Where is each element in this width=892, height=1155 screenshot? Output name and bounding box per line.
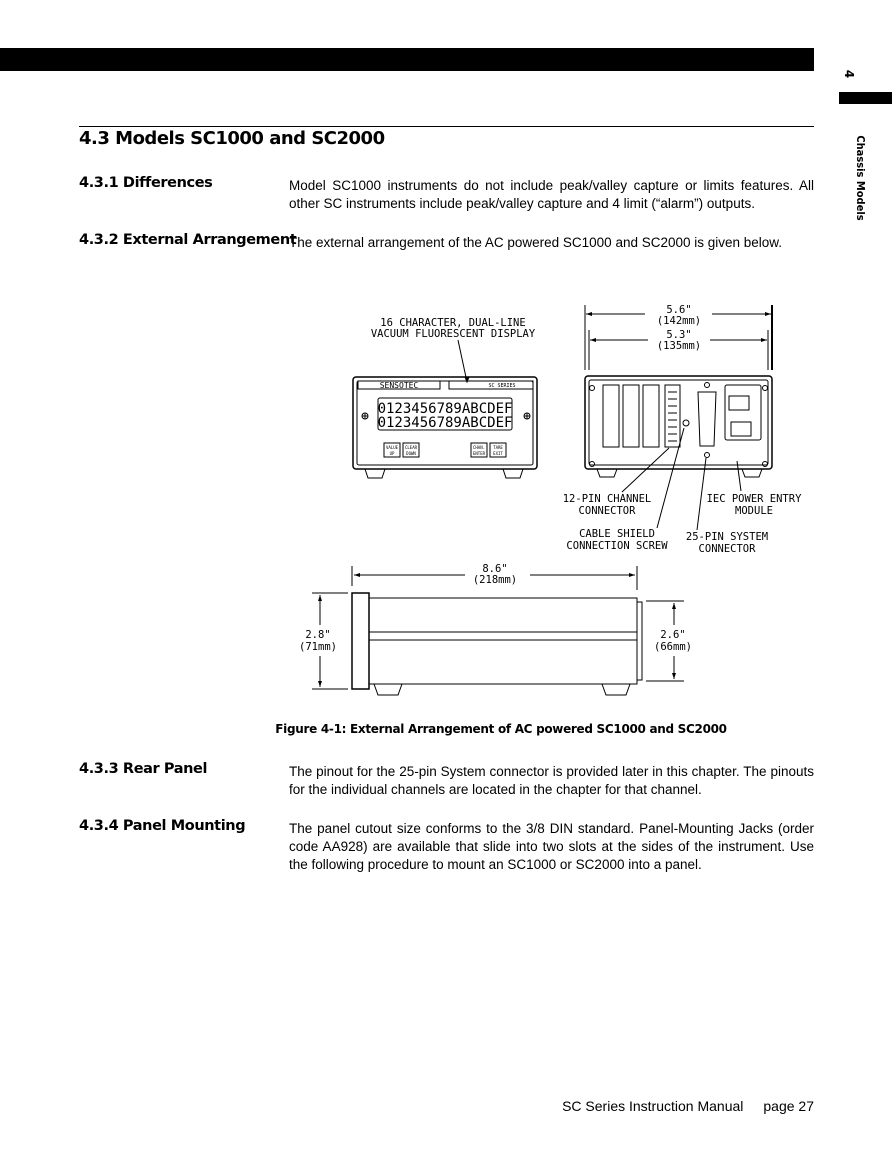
button-label: VALUE [385,445,399,450]
display-row-1: 0123456789ABCDEF [377,401,513,417]
chapter-title: Chassis Models [854,135,867,221]
section-title: 4.3 Models SC1000 and SC2000 [79,128,385,149]
brand-label: SENSOTEC [379,381,419,390]
subsection-text: The panel cutout size conforms to the 3/8 DIN standard. Panel-Mounting Jacks (order code AA928) are available that slide into two slots at the sides of the instrument. Use the following procedure to mount an SC1000 or SC2000 into a panel. [289,821,814,872]
button-label: CLEAR [404,445,418,450]
subsection-text: Model SC1000 instruments do not include peak/valley capture or limits features. All other SC instruments include peak/valley capture and 4 limit (“alarm”) outputs. [289,178,814,211]
subsection-heading: 4.3.4 Panel Mounting [79,818,246,834]
series-label: SC SERIES [488,383,516,389]
dim-depth: 8.6" [482,563,508,575]
callout-shield-1: CABLE SHIELD [579,528,655,540]
manual-title: SC Series Instruction Manual [562,1098,744,1114]
button-label: DOWN [406,451,416,456]
dim-width-inner-mm: (135mm) [656,340,702,352]
page-number: page 27 [763,1098,814,1114]
callout-system-2: CONNECTOR [698,543,756,555]
subsection-heading: 4.3.2 External Arrangement [79,232,297,248]
callout-iec-2: MODULE [735,505,773,517]
callout-iec-1: IEC POWER ENTRY [706,493,802,505]
dim-height-inner-mm: (66mm) [654,641,692,653]
dim-width-inner: 5.3" [666,329,692,341]
figure-caption: Figure 4-1: External Arrangement of AC powered SC1000 and SC2000 [275,722,727,736]
button-label: TARE [493,445,503,450]
button-label: EXIT [493,451,503,456]
display-row-2: 0123456789ABCDEF [377,415,513,431]
dim-height-outer: 2.8" [305,629,331,641]
chapter-number: 4 [842,69,856,79]
subsection-text: The pinout for the 25-pin System connector is provided later in this chapter. The pinouts for the individual channels are located in the chapter for that channel. [289,764,814,797]
page-footer [542,1098,814,1114]
subsection-heading: 4.3.3 Rear Panel [79,761,208,777]
dim-depth-mm: (218mm) [472,574,518,586]
dim-height-outer-mm: (71mm) [299,641,337,653]
callout-channel-1: 12-PIN CHANNEL [562,493,652,505]
callout-shield-2: CONNECTION SCREW [566,540,668,552]
button-label: UP [389,451,395,456]
subsection-heading: 4.3.1 Differences [79,175,213,191]
display-label-2: VACUUM FLUORESCENT DISPLAY [370,328,536,340]
dim-width-outer-mm: (142mm) [656,315,702,327]
dim-height-inner: 2.6" [660,629,686,641]
display-label-1: 16 CHARACTER, DUAL-LINE [380,317,526,329]
button-label: ENTER [472,451,486,456]
dim-width-outer: 5.6" [666,304,692,316]
callout-channel-2: CONNECTOR [578,505,636,517]
button-label: CHAN. [472,445,486,450]
subsection-text: The external arrangement of the AC powered SC1000 and SC2000 is given below. [289,235,783,250]
callout-system-1: 25-PIN SYSTEM [685,531,769,543]
